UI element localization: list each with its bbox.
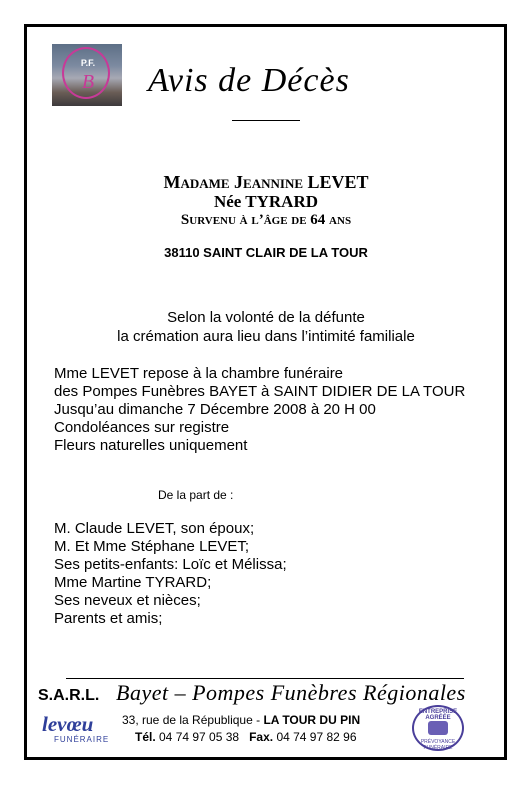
seal-emblem-icon — [428, 721, 448, 735]
family-line: Parents et amis; — [54, 610, 163, 627]
family-line: M. Claude LEVET, son époux; — [54, 520, 255, 537]
tel-number: 04 74 97 05 38 — [155, 730, 250, 744]
fax-number: 04 74 97 82 96 — [273, 730, 357, 744]
viewing-line: Condoléances sur registre — [54, 419, 230, 436]
company-address — [122, 713, 360, 727]
levoeu-brand: levœu — [42, 712, 94, 736]
viewing-line: Jusqu’au dimanche 7 Décembre 2008 à 20 H 00 — [54, 401, 376, 418]
from-label: De la part de : — [158, 488, 234, 502]
levoeu-logo — [40, 712, 114, 746]
title-divider — [232, 120, 300, 121]
address-city: LA TOUR DU PIN — [263, 713, 361, 727]
approved-seal — [412, 705, 464, 751]
contact-line — [135, 730, 357, 744]
viewing-line: Fleurs naturelles uniquement — [54, 437, 248, 454]
pf-bayet-logo — [52, 44, 122, 106]
levoeu-sub: FUNÉRAIRE — [54, 735, 110, 744]
family-line: M. Et Mme Stéphane LEVET; — [54, 538, 250, 555]
seal-bottom-text: PRÉVOYANCE FUNÉRAIRE — [420, 739, 456, 751]
wish-line: la crémation aura lieu dans l’intimité familiale — [117, 328, 415, 345]
viewing-line: des Pompes Funèbres BAYET à SAINT DIDIER DE LA TOUR — [54, 383, 466, 400]
fax-label: Fax. — [249, 730, 274, 744]
maiden-name: Née TYRARD — [213, 192, 319, 211]
place-line: 38110 SAINT CLAIR DE LA TOUR — [164, 245, 368, 260]
company-name: Bayet – Pompes Funèbres Régionales — [116, 680, 466, 705]
logo-letters: P.F. — [80, 58, 96, 68]
tel-label: Tél. — [135, 730, 156, 744]
family-line: Mme Martine TYRARD; — [54, 574, 212, 591]
age-line: Survenu à l’âge de 64 ans — [180, 212, 352, 228]
family-line: Ses neveux et nièces; — [54, 592, 201, 609]
logo-circle — [62, 47, 110, 99]
footer-divider — [66, 678, 464, 679]
notice-title: Avis de Décès — [148, 62, 350, 99]
logo-initial: B — [81, 71, 95, 93]
viewing-line: Mme LEVET repose à la chambre funéraire — [54, 365, 344, 382]
company-prefix: S.A.R.L. — [38, 687, 100, 704]
seal-top-text: ENTREPRISE AGRÉÉE — [418, 709, 458, 721]
wish-line: Selon la volonté de la défunte — [167, 309, 365, 326]
family-line: Ses petits-enfants: Loïc et Mélissa; — [54, 556, 287, 573]
deceased-name: Madame Jeannine LEVET — [163, 172, 369, 192]
address-street: 33, rue de la République - — [122, 713, 264, 727]
